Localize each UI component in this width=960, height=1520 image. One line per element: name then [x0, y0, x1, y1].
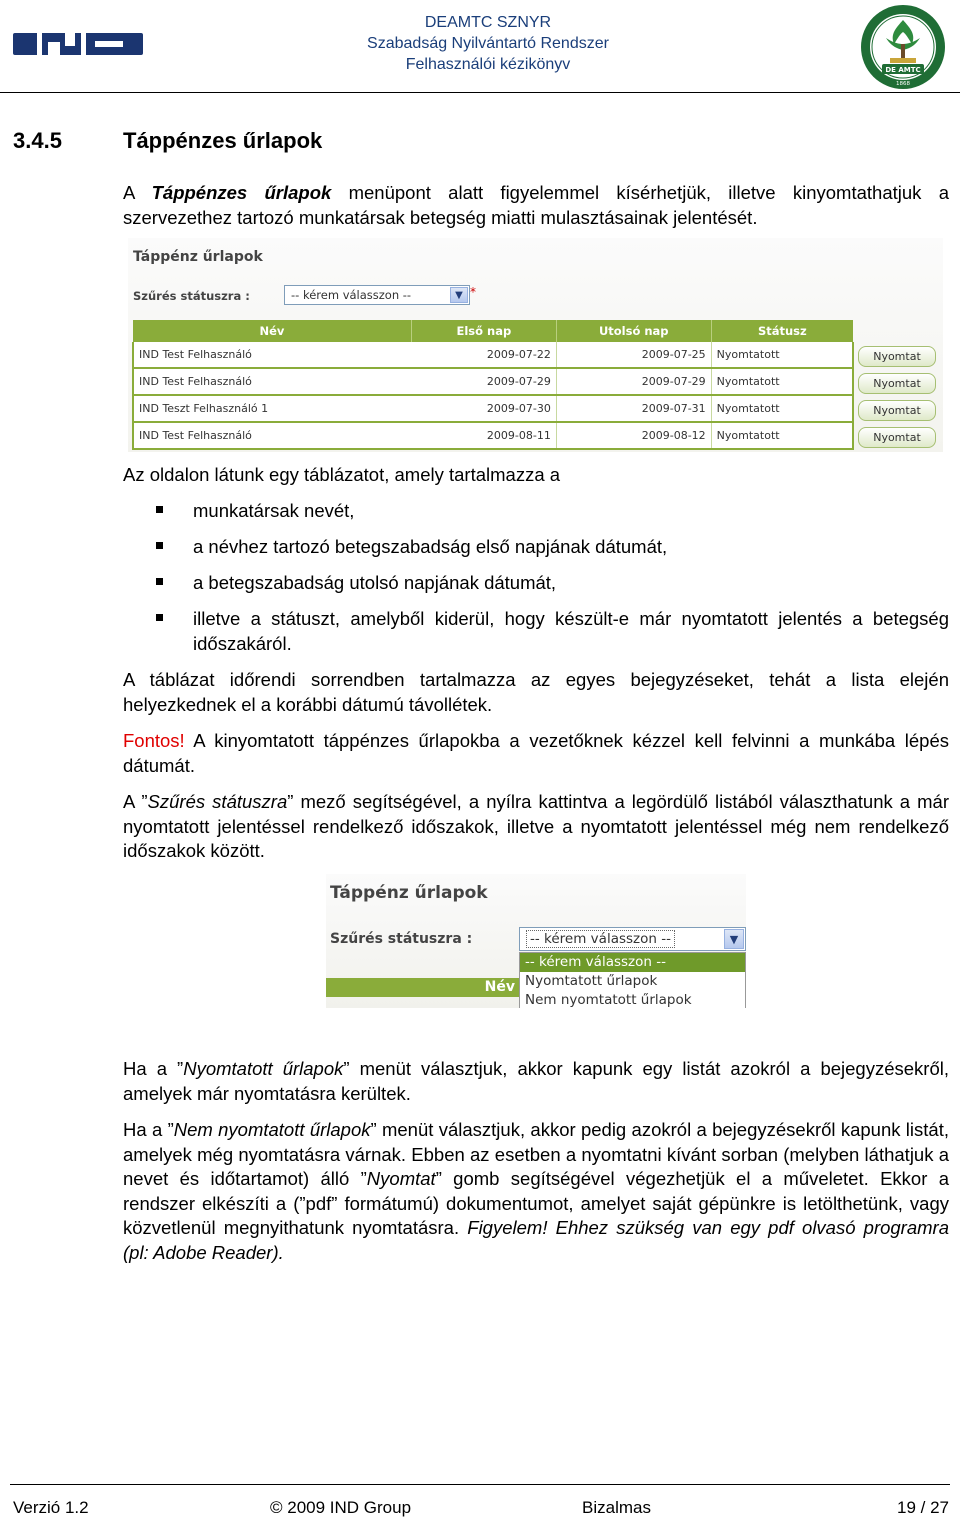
section-heading: [13, 128, 322, 154]
footer-page-number: 19 / 27: [897, 1498, 949, 1517]
chevron-down-icon[interactable]: ▼: [450, 287, 468, 303]
cell-name: IND Test Felhasználó: [133, 342, 411, 368]
print-button[interactable]: Nyomtat: [858, 400, 936, 421]
menu-option-emphasis: Nem nyomtatott űrlapok: [173, 1119, 371, 1140]
footer-version: Verzió 1.2: [13, 1498, 89, 1517]
important-paragraph: Fontos! A kinyomtatott táppénzes űrlapokba a vezetőknek kézzel kell felvinni a munkába lépés dátumát.: [123, 730, 949, 776]
dropdown-option[interactable]: Nyomtatott űrlapok: [525, 973, 658, 989]
document-header: [300, 12, 676, 75]
chevron-down-icon[interactable]: ▼: [724, 929, 744, 949]
column-header-status: Státusz: [711, 320, 853, 342]
header-line-1: DEAMTC SZNYR: [424, 14, 552, 31]
cell-first-day: 2009-07-29: [411, 368, 556, 395]
table-row: [133, 368, 853, 395]
order-paragraph: A táblázat időrendi sorrendben tartalmazza az egyes bejegyzéseket, tehát a lista elején helyezkednek el a korábbi dátumú távollétek.: [123, 669, 949, 715]
cell-status: Nyomtatott: [711, 342, 853, 368]
header-line-2: Szabadság Nyilvántartó Rendszer: [367, 35, 609, 52]
footer-classification: Bizalmas: [582, 1498, 651, 1517]
list-intro: Az oldalon látunk egy táblázatot, amely tartalmazza a: [123, 464, 561, 485]
section-title: Táppénzes űrlapok: [123, 128, 323, 153]
bullet-marker: [156, 506, 163, 513]
table-row: [133, 395, 853, 422]
bullet-marker: [156, 578, 163, 585]
section-number: 3.4.5: [13, 128, 62, 153]
intro-paragraph: A Táppénzes űrlapok menüpont alatt figyelemmel kísérhetjük, illetve kinyomtathatjuk a szervezethez tartozó munkatársak betegség miatti mulasztásainak jelentését.: [123, 182, 949, 228]
column-header-last-day: Utolsó nap: [556, 320, 711, 342]
cell-name: IND Test Felhasználó: [133, 422, 411, 449]
header-divider: [0, 92, 960, 93]
filter-label: Szűrés státuszra :: [133, 289, 250, 303]
list-item: a névhez tartozó betegszabadság első napjának dátumát,: [193, 536, 668, 557]
cell-last-day: 2009-07-31: [556, 395, 711, 422]
cell-first-day: 2009-08-11: [411, 422, 556, 449]
column-header-first-day: Első nap: [411, 320, 556, 342]
cell-first-day: 2009-07-30: [411, 395, 556, 422]
svg-text:DE AMTC: DE AMTC: [885, 66, 921, 74]
pdf-warning: Figyelem! Ehhez szükség van egy pdf olvasó programra (pl: Adobe Reader).: [123, 1217, 949, 1263]
print-button[interactable]: Nyomtat: [858, 373, 936, 394]
footer-copyright: © 2009 IND Group: [270, 1498, 412, 1517]
list-item: a betegszabadság utolsó napjának dátumát,: [193, 572, 557, 593]
menu-option-emphasis: Nyomtatott űrlapok: [183, 1058, 344, 1079]
cell-name: IND Teszt Felhasználó 1: [133, 395, 411, 422]
list-item: munkatársak nevét,: [193, 500, 355, 521]
dropdown-option[interactable]: Nem nyomtatott űrlapok: [525, 992, 692, 1008]
screenshot-filter-dropdown: [326, 874, 746, 1008]
filter-label: Szűrés státuszra :: [330, 931, 473, 947]
cell-last-day: 2009-07-29: [556, 368, 711, 395]
deamtc-seal-logo: [860, 4, 946, 90]
screen-title: Táppénz űrlapok: [133, 249, 263, 265]
filter-paragraph: A ”Szűrés státuszra” mező segítségével, a nyílra kattintva a legördülő listából választhatunk a már nyomtatott jelentéssel rendelkező időszakok, illetve a nyomtatott jelentéssel még nem rendelkező időszakok között.: [123, 791, 949, 861]
cell-status: Nyomtatott: [711, 422, 853, 449]
menu-name-emphasis: Táppénzes űrlapok: [151, 182, 332, 203]
column-header-name: Név: [133, 320, 411, 342]
svg-text:1868: 1868: [896, 81, 910, 87]
cell-first-day: 2009-07-22: [411, 342, 556, 368]
screenshot-sick-leave-list: [128, 238, 943, 452]
cell-status: Nyomtatott: [711, 368, 853, 395]
table-header-strip: Név: [326, 978, 519, 997]
status-filter-select[interactable]: -- kérem válasszon -- ▼: [284, 285, 470, 305]
required-mark: *: [470, 285, 476, 299]
bullet-marker: [156, 614, 163, 621]
not-printed-forms-paragraph: Ha a ”Nem nyomtatott űrlapok” menüt választjuk, akkor pedig azokról a bejegyzésekről kapunk listát, amelyek még nyomtatásra várnak. Ebben az esetben a nyomtatni kívánt sorban (melyben láthatjuk a nevet és időtartamot) álló ”Nyomtat” gomb segítségével végezhetjük el a műveletet. Ekkor a rendszer elkészíti a (”pdf” formátumú) dokumentumot, amelyet saját gépünkre is letölthetünk, vagy közvetlenül megnyithatunk nyomtatásra. Figyelem! Ehhez szükség van egy pdf olvasó programra (pl: Adobe Reader).: [123, 1119, 949, 1263]
bullet-marker: [156, 542, 163, 549]
cell-status: Nyomtatott: [711, 395, 853, 422]
cell-last-day: 2009-08-12: [556, 422, 711, 449]
printed-forms-paragraph: Ha a ”Nyomtatott űrlapok” menüt választjuk, akkor kapunk egy listát azokról a bejegyzésekről, amelyek már nyomtatásra kerültek.: [123, 1058, 949, 1104]
print-button[interactable]: Nyomtat: [858, 427, 936, 448]
table-row: [133, 342, 853, 368]
table-row: [133, 422, 853, 449]
field-name-emphasis: Szűrés státuszra: [147, 791, 288, 812]
footer-divider: [10, 1484, 950, 1485]
screen-title: Táppénz űrlapok: [330, 883, 488, 903]
print-button[interactable]: Nyomtat: [858, 346, 936, 367]
status-dropdown-list: [519, 952, 746, 1008]
status-filter-select[interactable]: -- kérem válasszon -- ▼: [519, 927, 746, 951]
ind-logo: [13, 30, 143, 58]
list-item: illetve a státuszt, amelyből kiderül, hogy készült-e már nyomtatott jelentés a betegség időszakáról.: [193, 608, 949, 654]
header-line-3: Felhasználói kézikönyv: [405, 56, 571, 73]
important-label: Fontos!: [123, 730, 185, 751]
dropdown-option[interactable]: -- kérem válasszon --: [520, 953, 745, 972]
button-name-emphasis: Nyomtat: [366, 1168, 436, 1189]
cell-last-day: 2009-07-25: [556, 342, 711, 368]
sick-leave-table: [132, 320, 854, 450]
cell-name: IND Test Felhasználó: [133, 368, 411, 395]
